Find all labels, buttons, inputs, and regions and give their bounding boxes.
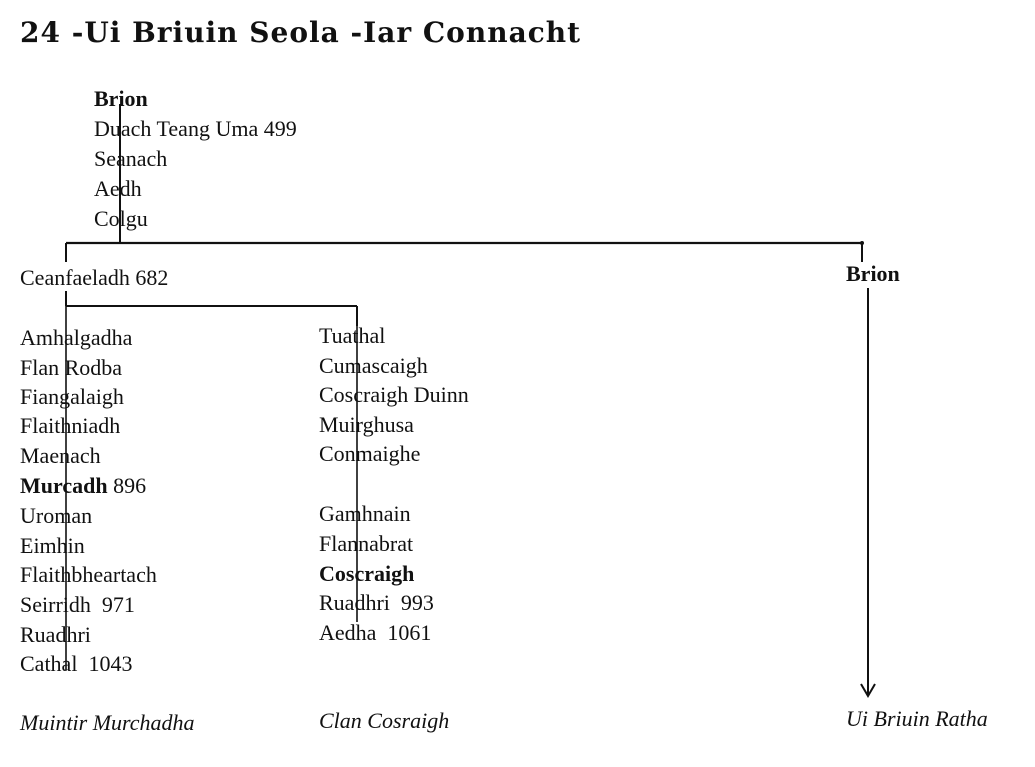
- middle-name-2: Cumascaigh: [319, 353, 428, 378]
- middle-name-8: Coscraigh: [319, 561, 415, 586]
- top-name-2: Duach Teang Uma 499: [94, 116, 297, 141]
- left-name-6: Murcadh 896: [20, 473, 147, 498]
- left-name-4: Flaithniadh: [20, 413, 121, 438]
- middle-name-1: Tuathal: [319, 323, 386, 348]
- left-name-11: Ruadhri: [20, 622, 91, 647]
- left-name-2: Flan Rodba: [20, 355, 123, 380]
- top-name-5: Colgu: [94, 206, 148, 231]
- middle-column-footer: Clan Cosraigh: [319, 708, 450, 733]
- top-name-1: Brion: [94, 86, 148, 111]
- right-column-footer: Ui Briuin Ratha: [846, 706, 988, 731]
- middle-name-7: Flannabrat: [319, 531, 414, 556]
- middle-name-5: Conmaighe: [319, 441, 421, 466]
- left-name-8: Eimhin: [20, 533, 85, 558]
- branch-right-head: Brion: [846, 261, 900, 286]
- left-name-5: Maenach: [20, 443, 101, 468]
- left-name-9: Flaithbheartach: [20, 562, 157, 587]
- top-name-4: Aedh: [94, 176, 142, 201]
- left-name-7: Uroman: [20, 503, 93, 528]
- top-name-3: Seanach: [94, 146, 168, 171]
- middle-name-9: Ruadhri 993: [319, 590, 434, 615]
- page-title: 24 -Ui Briuin Seola -Iar Connacht: [20, 16, 582, 49]
- left-name-1: Amhalgadha: [20, 325, 133, 350]
- middle-name-3: Coscraigh Duinn: [319, 382, 469, 407]
- middle-name-4: Muirghusa: [319, 412, 414, 437]
- middle-name-6: Gamhnain: [319, 501, 411, 526]
- left-name-10: Seirridh 971: [20, 592, 135, 617]
- left-name-3: Fiangalaigh: [20, 384, 124, 409]
- middle-name-10: Aedha 1061: [319, 620, 432, 645]
- right-branch-dot: [860, 241, 864, 245]
- left-column-footer: Muintir Murchadha: [20, 710, 195, 735]
- left-name-12: Cathal 1043: [20, 651, 133, 676]
- branch-left-head: Ceanfaeladh 682: [20, 265, 169, 290]
